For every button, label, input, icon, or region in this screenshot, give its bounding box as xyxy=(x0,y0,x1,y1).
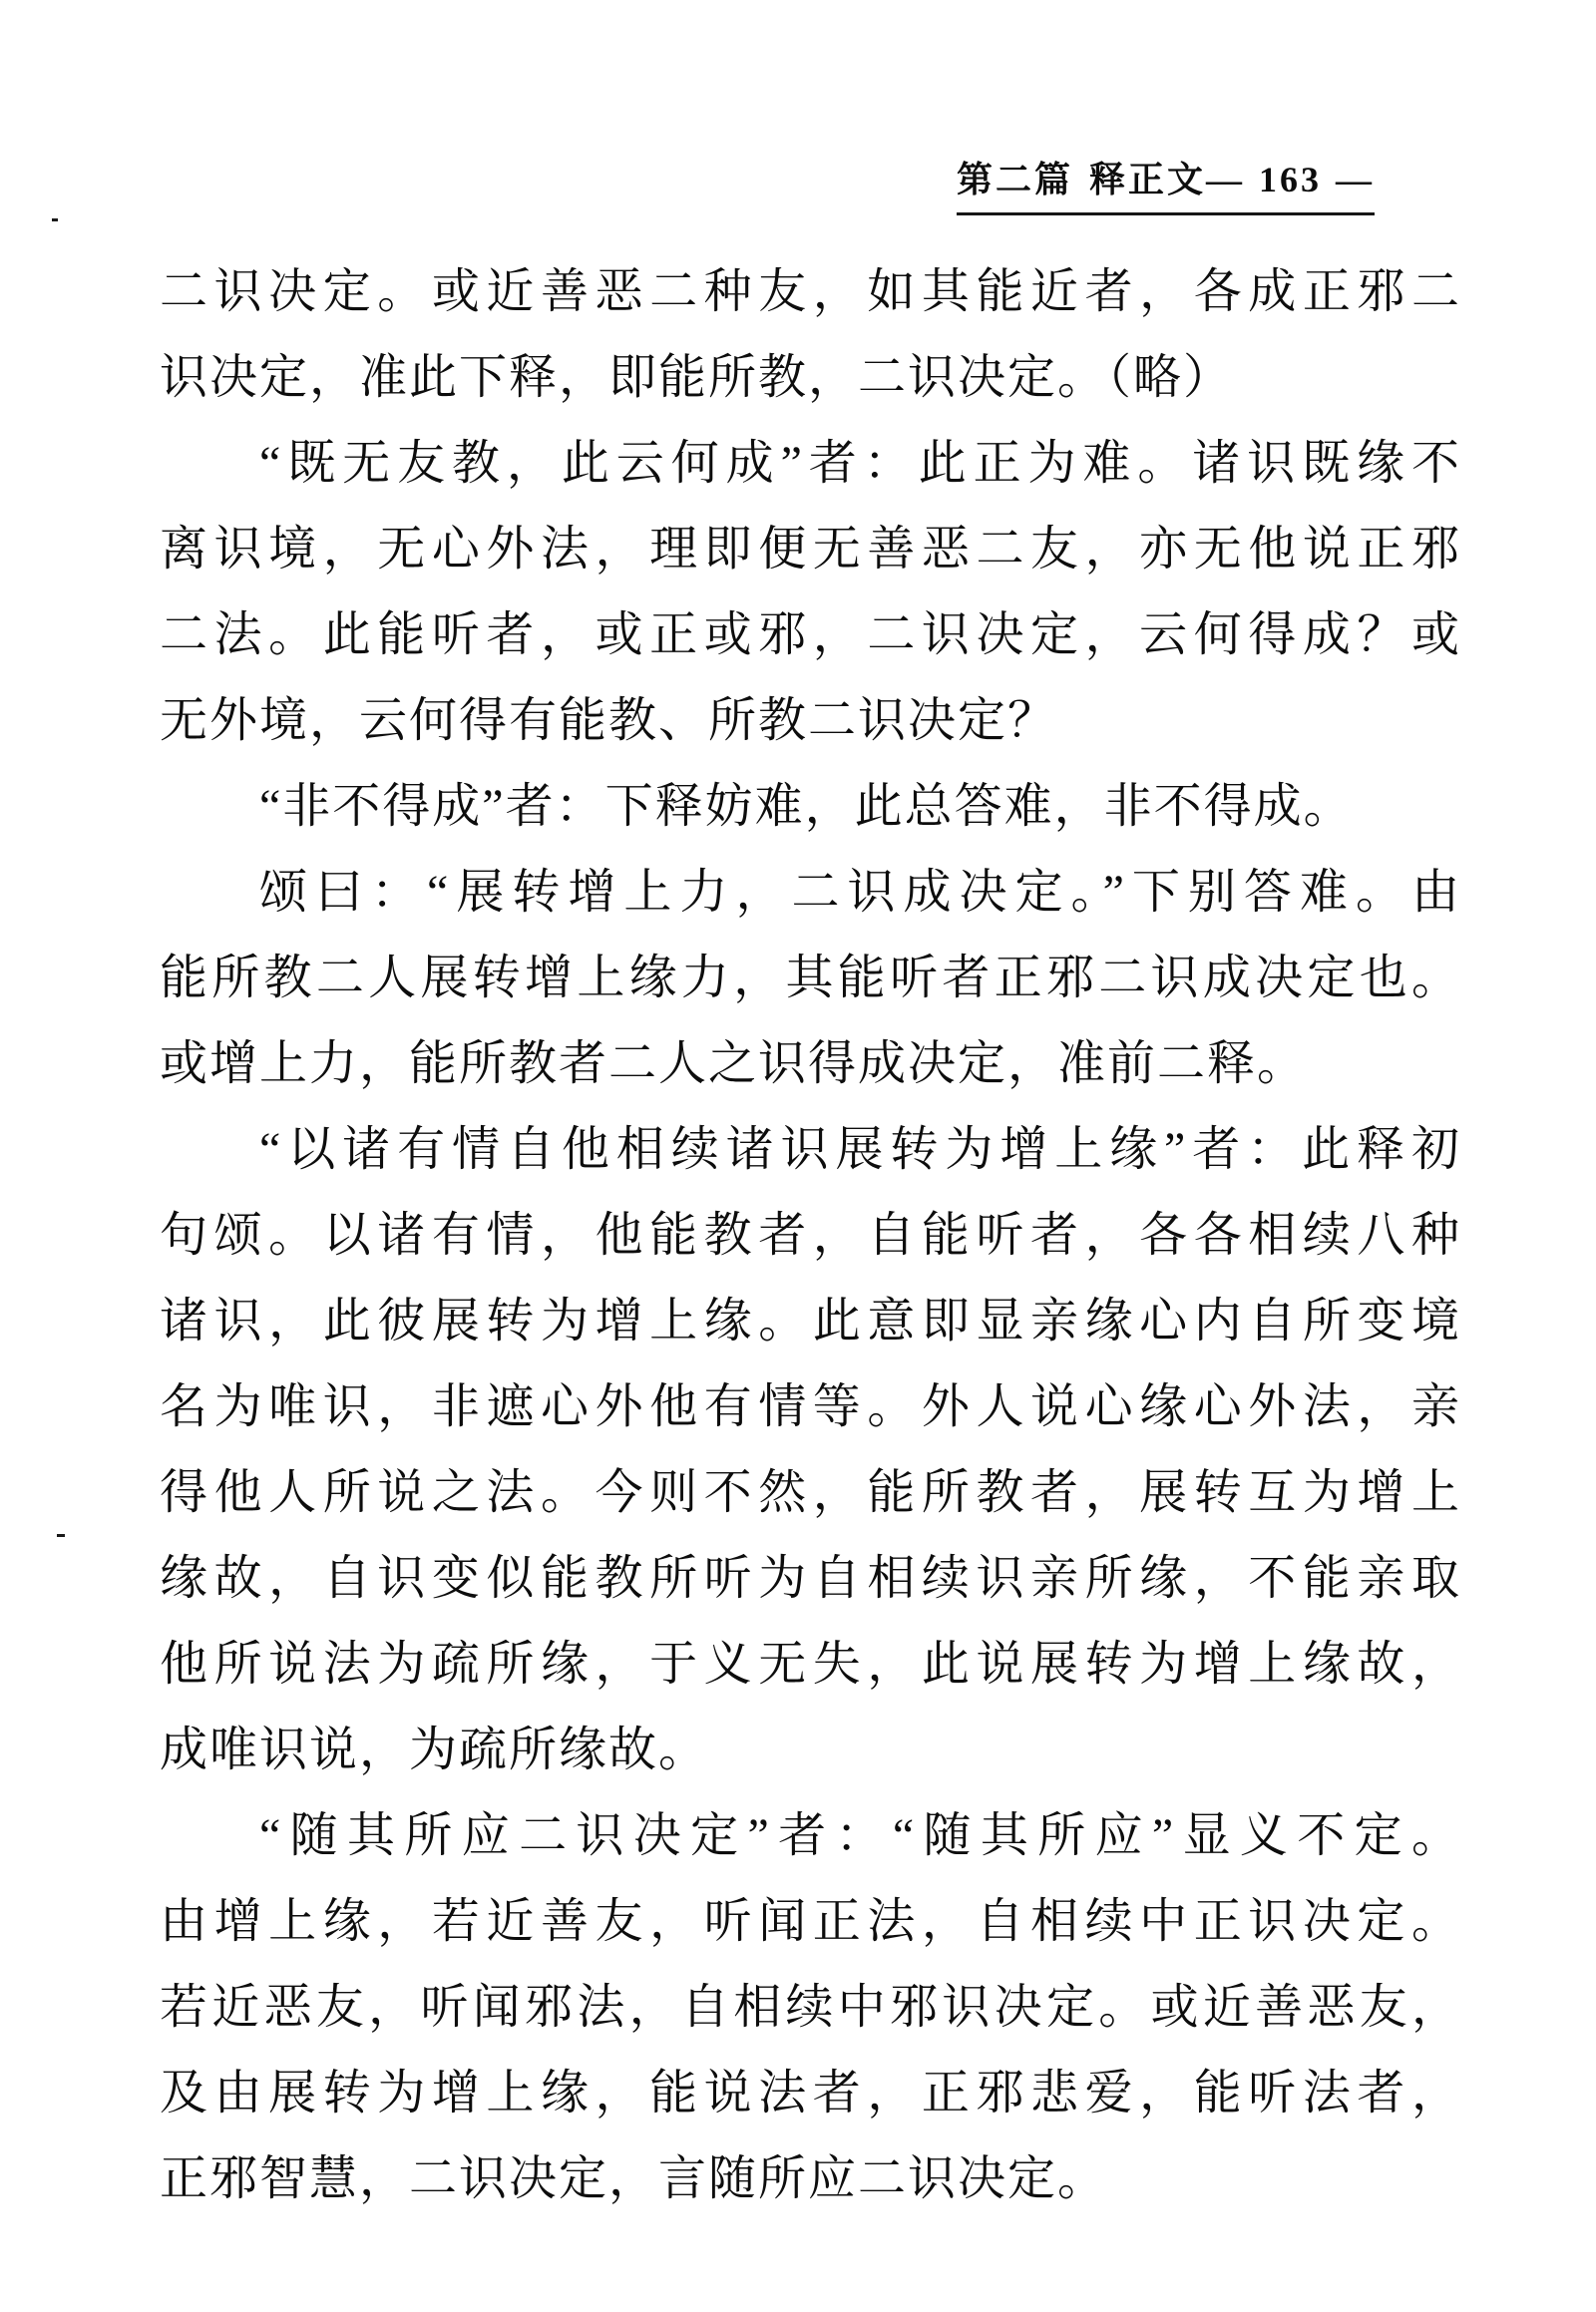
text-line: 无外境，云何得有能教、所教二识决定？ xyxy=(160,694,1058,747)
header-page-number: 163 xyxy=(1259,160,1322,199)
scan-speck xyxy=(52,218,58,221)
text-line: “以诸有情自他相续诸识展转为增上缘”者：此释初 xyxy=(259,1123,1461,1176)
text-line: 离识境，无心外法，理即便无善恶二友，亦无他说正邪 xyxy=(160,523,1461,576)
text-line: 正邪智慧，二识决定，言随所应二识决定。 xyxy=(160,2152,1108,2205)
text-line: 诸识，此彼展转为增上缘。此意即显亲缘心内自所变境 xyxy=(160,1295,1461,1348)
header-chapter: 释正文 xyxy=(1088,160,1206,199)
text-line: 得他人所说之法。今则不然，能所教者，展转互为增上 xyxy=(160,1466,1461,1519)
header-dash-right: — xyxy=(1336,160,1375,199)
text-line: 缘故，自识变似能教所听为自相续识亲所缘，不能亲取 xyxy=(160,1552,1461,1605)
header-dash-left: — xyxy=(1206,160,1245,199)
text-line: 识决定，准此下释，即能所教，二识决定。（略） xyxy=(160,351,1234,404)
text-line: 名为唯识，非遮心外他有情等。外人说心缘心外法，亲 xyxy=(160,1380,1461,1433)
text-line: 句颂。以诸有情，他能教者，自能听者，各各相续八种 xyxy=(160,1209,1461,1262)
text-line: 二法。此能听者，或正或邪，二识决定，云何得成？或 xyxy=(160,608,1461,661)
text-line: 及由展转为增上缘，能说法者，正邪悲爱，能听法者， xyxy=(160,2067,1461,2119)
text-line: 由增上缘，若近善友，听闻正法，自相续中正识决定。 xyxy=(160,1895,1461,1948)
text-line: 二识决定。或近善恶二种友，如其能近者，各成正邪二 xyxy=(160,265,1461,318)
scan-speck xyxy=(57,1534,65,1537)
text-line: 他所说法为疏所缘，于义无失，此说展转为增上缘故， xyxy=(160,1638,1461,1691)
text-line: “既无友教，此云何成”者：此正为难。诸识既缘不 xyxy=(259,437,1461,490)
text-line: 能所教二人展转增上缘力，其能听者正邪二识成决定也。 xyxy=(160,952,1461,1004)
header-section: 第二篇 xyxy=(956,160,1073,199)
page-header xyxy=(957,152,1375,215)
text-line: 或增上力，能所教者二人之识得成决定，准前二释。 xyxy=(160,1037,1308,1090)
text-line: 若近恶友，听闻邪法，自相续中邪识决定。或近善恶友， xyxy=(160,1981,1461,2034)
text-line: 颂曰：“展转增上力，二识成决定。”下别答难。由 xyxy=(259,866,1461,919)
text-line: “非不得成”者：下释妨难，此总答难，非不得成。 xyxy=(259,780,1354,833)
text-line: 成唯识说，为疏所缘故。 xyxy=(160,1724,709,1776)
text-line: “随其所应二识决定”者：“随其所应”显义不定。 xyxy=(259,1809,1461,1862)
text-block xyxy=(160,249,1461,2222)
